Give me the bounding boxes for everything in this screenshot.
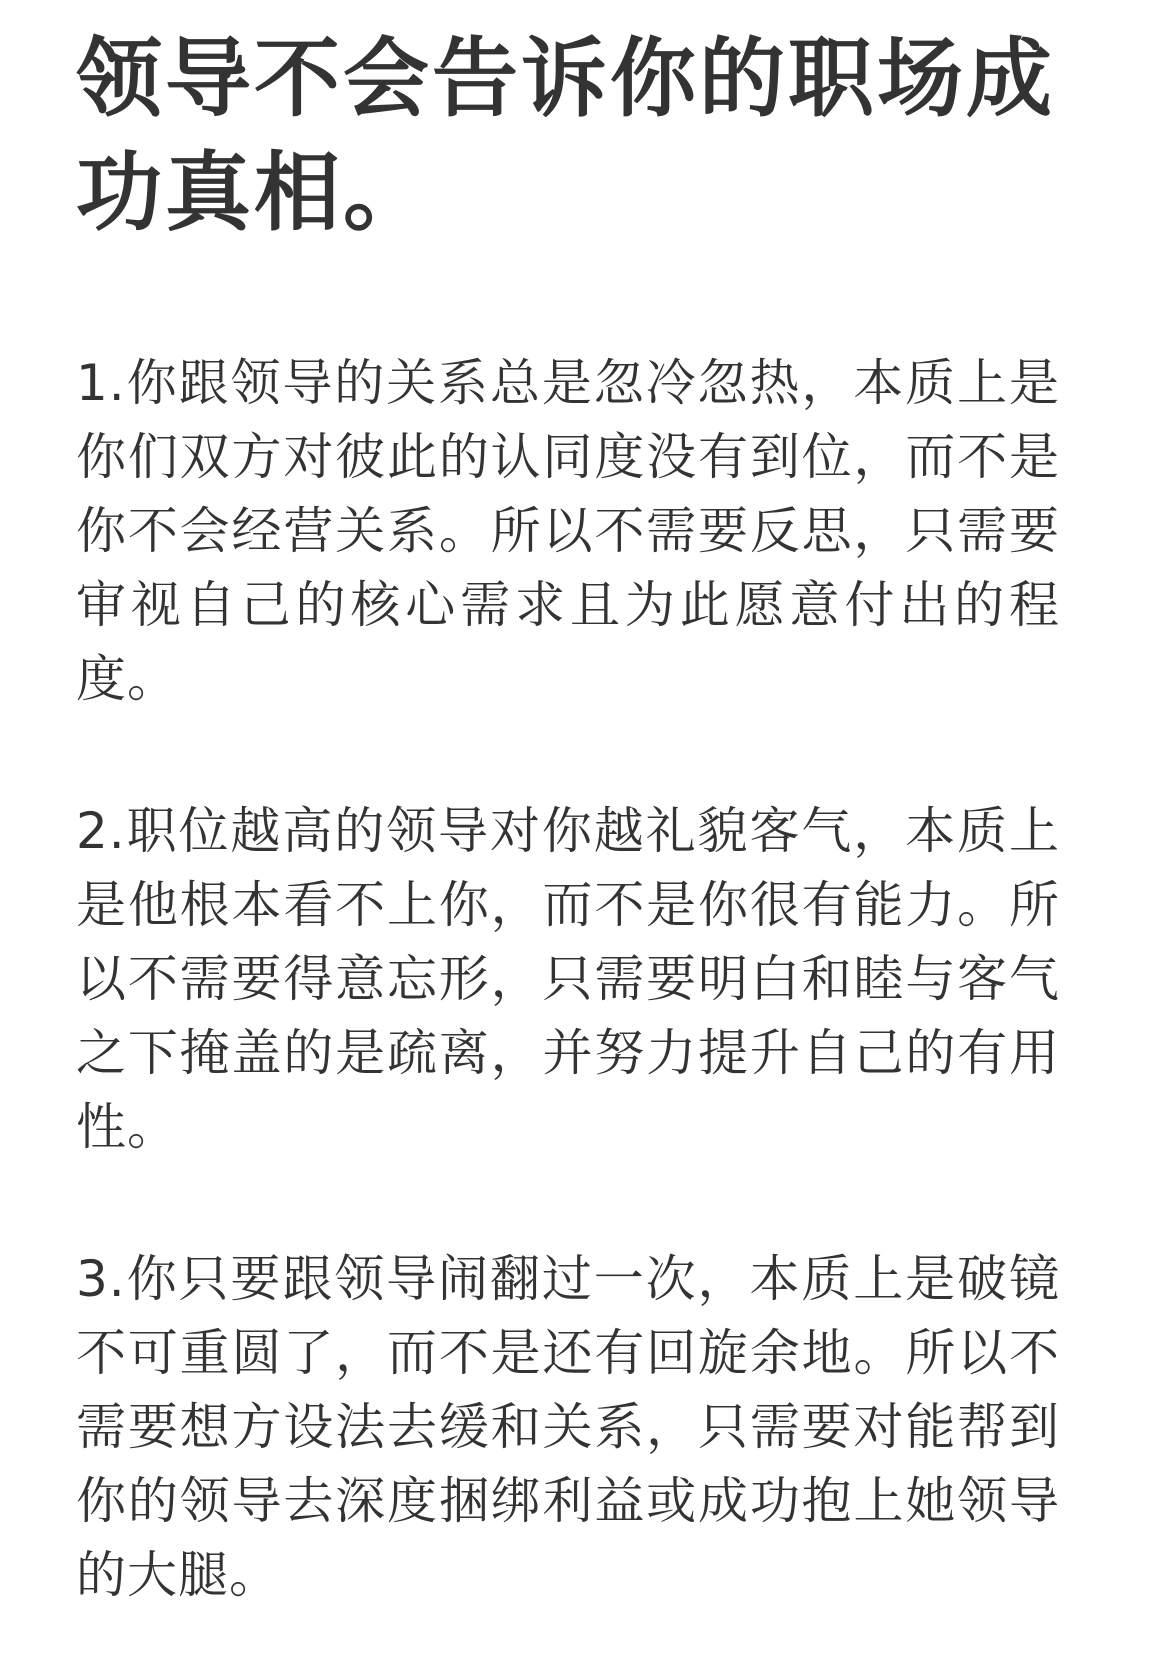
article-paragraph-2: 2.职位越高的领导对你越礼貌客气，本质上是他根本看不上你，而不是你很有能力。所以不需要得意忘形，只需要明白和睦与客气之下掩盖的是疏离，并努力提升自己的有用性。 — [76, 802, 1060, 1156]
article-title: 领导不会告诉你的职场成功真相。 — [76, 29, 1055, 243]
article-paragraph-3: 3.你只要跟领导闹翻过一次，本质上是破镜不可重圆了，而不是还有回旋余地。所以不需要想方设法去缓和关系，只需要对能帮到你的领导去深度捆绑利益或成功抱上她领导的大腿。 — [76, 1250, 1060, 1604]
article-paragraph-1: 1.你跟领导的关系总是忽冷忽热，本质上是你们双方对彼此的认同度没有到位，而不是你不会经营关系。所以不需要反思，只需要审视自己的核心需求且为此愿意付出的程度。 — [76, 354, 1060, 708]
